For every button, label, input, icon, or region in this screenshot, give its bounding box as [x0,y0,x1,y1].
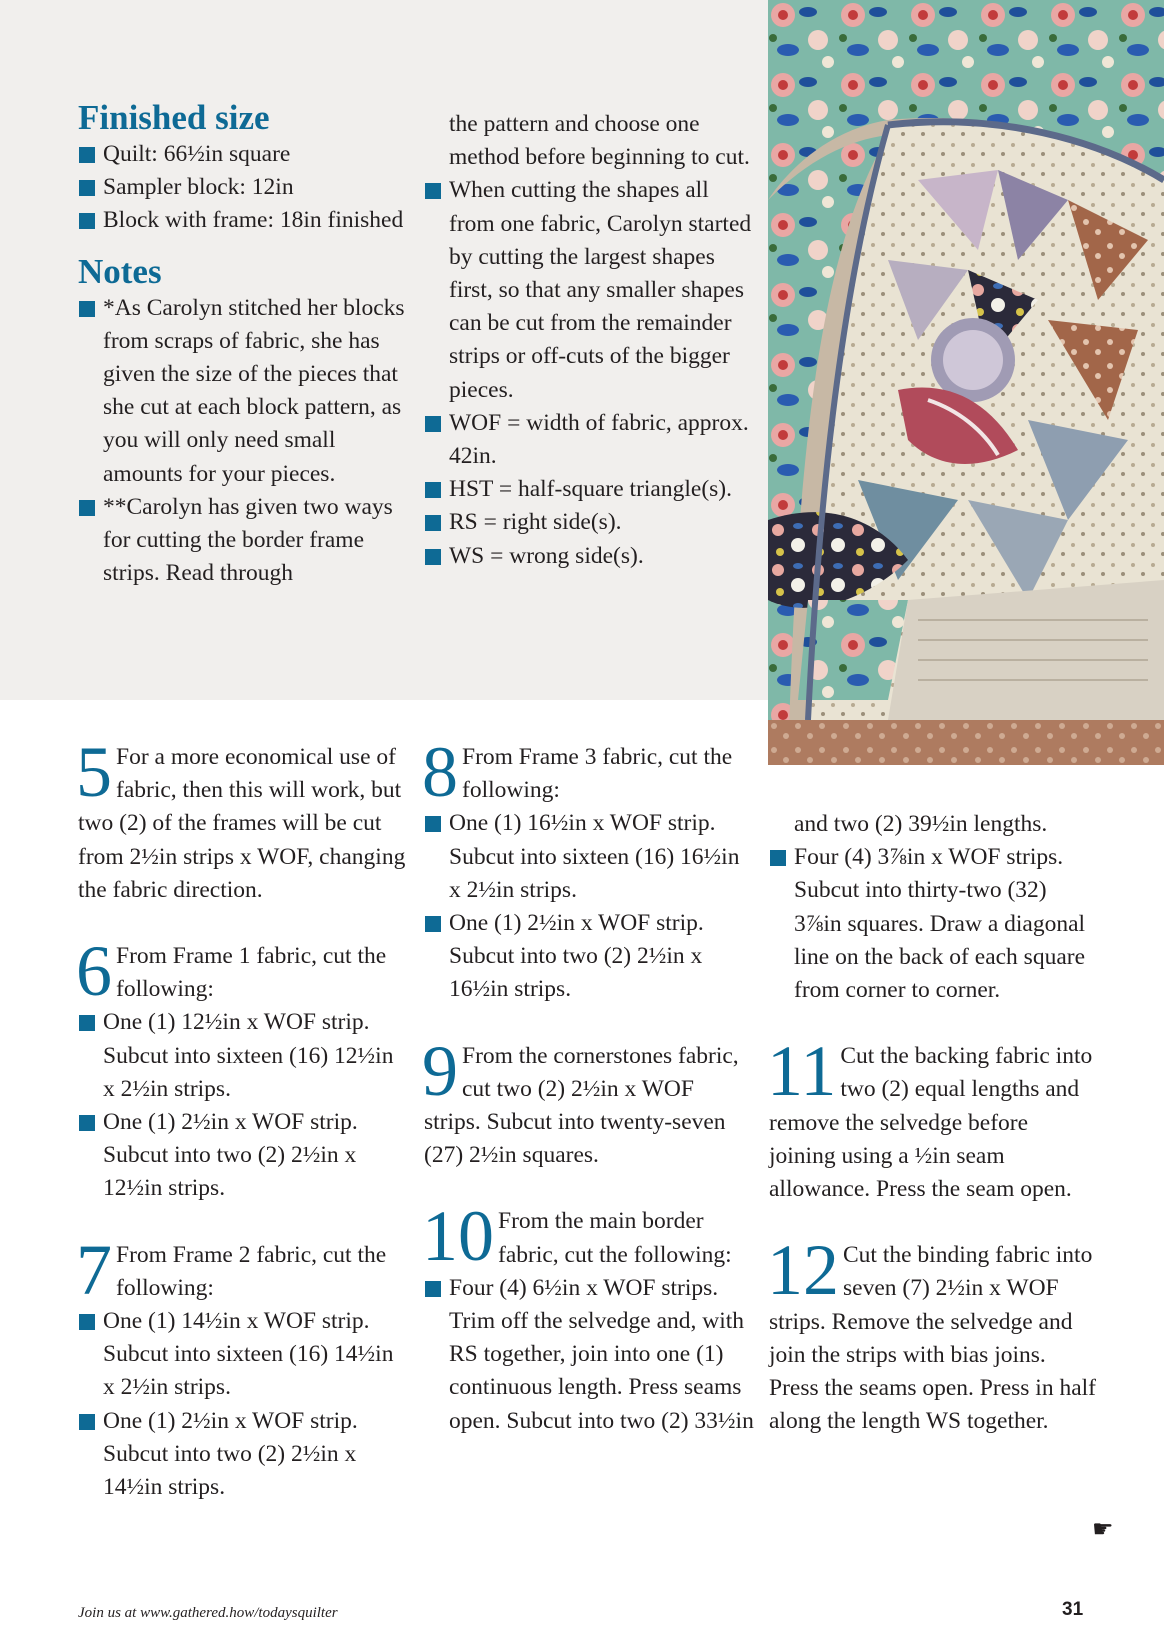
notes-item: WOF = width of fabric, approx. 42in. [424,407,754,473]
page-number: 31 [1062,1599,1084,1620]
step-number: 8 [422,732,458,812]
step-item-continued: and two (2) 39½in lengths. [794,811,1048,837]
step-item: One (1) 12½in x WOF strip. Subcut into sixteen (16) 12½in x 2½in strips. [78,1006,408,1106]
step-item: One (1) 14½in x WOF strip. Subcut into sixteen (16) 14½in x 2½in strips. [78,1305,408,1405]
finished-size-item: Sampler block: 12in [78,171,408,204]
step-item: One (1) 2½in x WOF strip. Subcut into two (2) 2½in x 16½in strips. [424,907,754,1007]
step-item: One (1) 2½in x WOF strip. Subcut into two (2) 2½in x 14½in strips. [78,1405,408,1505]
step-text: From Frame 1 fabric, cut the following: [116,943,387,1003]
step-number: 6 [76,931,112,1012]
notes-item: HST = half-square triangle(s). [424,473,754,506]
step-item: Four (4) 6½in x WOF strips. Trim off the selvedge and, with RS together, join into one (1) continuous length. Press seams open. Subcut into two (2) 33½in [424,1272,754,1438]
step-text: From the cornerstones fabric, cut two (2) 2½in x WOF strips. Subcut into twenty-seven (27) 2½in squares. [424,1042,739,1169]
step-number: 10 [422,1196,494,1277]
notes-item: RS = right side(s). [424,506,754,539]
step-item: Four (4) 3⅞in x WOF strips. Subcut into thirty-two (32) 3⅞in squares. Draw a diagonal line on the back of each square from corner to corner. [769,841,1099,1007]
step-11 [767,1031,1099,1206]
finished-size-heading: Finished size [78,98,270,137]
step-text: For a more economical use of fabric, then this will work, but two (2) of the frames will be cut from 2½in strips x WOF, changing the fabric direction. [78,744,406,903]
step-9 [422,1030,754,1173]
step-number: 11 [767,1031,837,1112]
step-text: Cut the backing fabric into two (2) equal lengths and remove the selvedge before joining using a ½in seam allowance. Press the seam open. [769,1043,1093,1203]
step-text: From Frame 2 fabric, cut the following: [116,1241,387,1301]
step-text: Cut the binding fabric into seven (7) 2½in x WOF strips. Remove the selvedge and join the strips with bias joins. Press the seams open. Press in half along the length WS together. [769,1242,1096,1435]
step-12 [767,1230,1099,1438]
step-number: 5 [76,732,112,812]
notes-heading: Notes [78,251,162,291]
steps-column-3 [769,808,1099,1438]
notes-item: *As Carolyn stitched her blocks from scraps of fabric, she has given the size of the pieces that she cut at each block pattern, as you will only need small amounts for your pieces. [78,292,408,491]
step-5 [76,732,408,907]
notes-item-continued: the pattern and choose one method before beginning to cut. [449,111,750,171]
step-item: One (1) 2½in x WOF strip. Subcut into two (2) 2½in x 12½in strips. [78,1106,408,1206]
notes-item: **Carolyn has given two ways for cutting the border frame strips. Read through [78,491,408,591]
step-10 [422,1196,754,1437]
finished-size-item: Block with frame: 18in finished [78,204,408,237]
footer-website: Join us at www.gathered.how/todaysquilter [78,1605,338,1621]
step-number: 12 [767,1230,839,1311]
step-8 [422,732,754,1007]
finished-size-item: Quilt: 66½in square [78,138,408,171]
notes-continued-section [424,108,754,573]
step-number: 7 [76,1229,112,1310]
steps-column-2 [422,732,754,1438]
steps-column-1 [76,732,408,1504]
step-6 [76,931,408,1206]
finished-size-section [78,98,408,590]
step-text: From Frame 3 fabric, cut the following: [462,744,733,804]
step-number: 9 [422,1030,458,1111]
notes-item: WS = wrong side(s). [424,540,754,573]
pointing-hand-icon: ☛ [1092,1517,1114,1543]
step-item: One (1) 16½in x WOF strip. Subcut into sixteen (16) 16½in x 2½in strips. [424,807,754,907]
quilt-photo [768,0,1164,765]
step-7 [76,1229,408,1505]
step-text: From the main border fabric, cut the following: [498,1208,732,1268]
notes-item: When cutting the shapes all from one fabric, Carolyn started by cutting the largest shapes first, so that any smaller shapes can be cut from the remainder strips or off-cuts of the bigger pieces. [424,174,754,406]
